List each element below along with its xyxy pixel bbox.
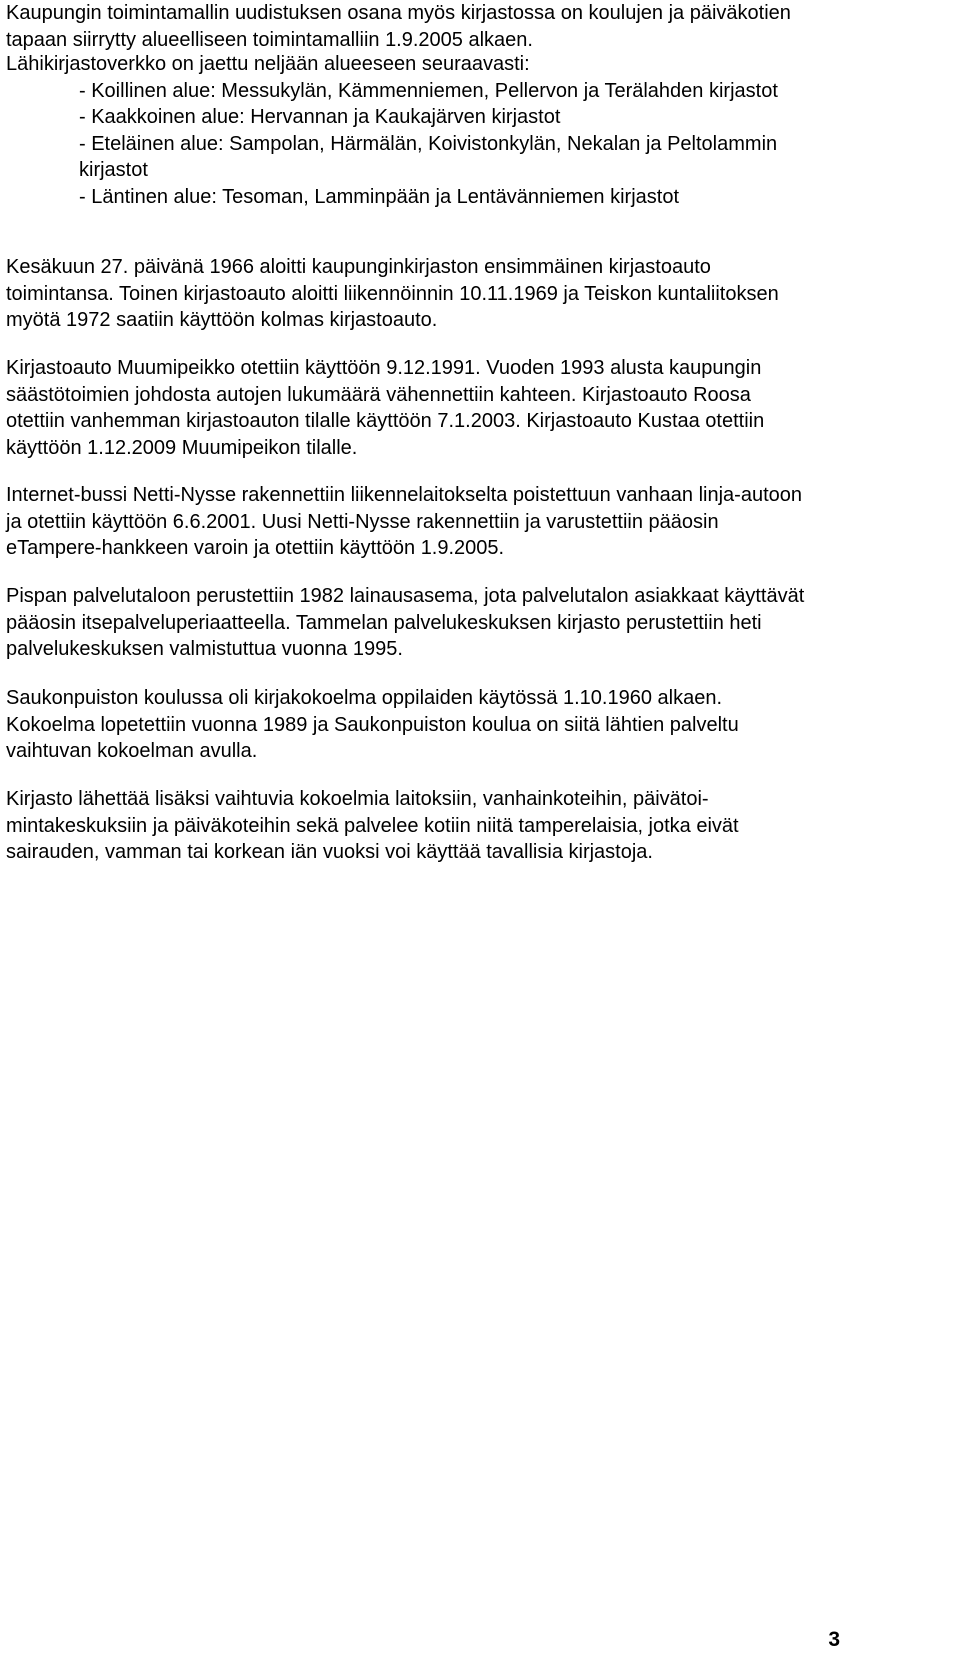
- text-line: vaihtuvan kokoelman avulla.: [6, 740, 258, 762]
- paragraph-netti-nysse: [6, 482, 956, 562]
- text-line: palvelukeskuksen valmistuttua vuonna 1995.: [6, 638, 403, 660]
- text-line: Kokoelma lopetettiin vuonna 1989 ja Saukonpuiston koulua on siitä lähtien palveltu: [6, 713, 739, 736]
- text-line: säästötoimien johdosta autojen lukumäärä vähennettiin kahteen. Kirjastoauto Roosa: [6, 383, 751, 406]
- paragraph-rotating-collections: [6, 786, 956, 866]
- paragraph-first-bookmobile: [6, 254, 956, 334]
- text-line: pääosin itsepalveluperiaatteella. Tammelan palvelukeskuksen kirjasto perustettiin heti: [6, 611, 762, 634]
- text-line: mintakeskuksiin ja päiväkoteihin sekä palvelee kotiin niitä tamperelaisia, jotka eivät: [6, 814, 739, 837]
- text-line: Kirjastoauto Muumipeikko otettiin käyttöön 9.12.1991. Vuoden 1993 alusta kaupungin: [6, 357, 762, 379]
- text-line: otettiin vanhemman kirjastoauton tilalle käyttöön 7.1.2003. Kirjastoauto Kustaa otettiin: [6, 410, 765, 432]
- text-line: Internet-bussi Netti-Nysse rakennettiin liikennelaitokselta poistettuun vanhaan linja-autoon: [6, 484, 803, 506]
- text-line: käyttöön 1.12.2009 Muumipeikon tilalle.: [6, 436, 358, 459]
- text-line: tapaan siirrytty alueelliseen toimintamalliin 1.9.2005 alkaen.: [6, 28, 533, 51]
- text-line: Pispan palvelutaloon perustettiin 1982 lainausasema, jota palvelutalon asiakkaat käyttävät: [6, 585, 805, 607]
- text-line: toimintansa. Toinen kirjastoauto aloitti liikennöinnin 10.11.1969 ja Teiskon kuntaliitoksen: [6, 282, 779, 305]
- paragraph-library-network: [6, 51, 956, 210]
- paragraph-bookmobiles: [6, 355, 956, 461]
- list-item-south: - Eteläinen alue: Sampolan, Härmälän, Koivistonkylän, Nekalan ja Peltolammin: [79, 132, 778, 155]
- text-line: Saukonpuiston koulussa oli kirjakokoelma oppilaiden käytössä 1.10.1960 alkaen.: [6, 687, 723, 709]
- text-line: sairauden, vamman tai korkean iän vuoksi voi käyttää tavallisia kirjastoja.: [6, 841, 653, 863]
- text-line: Lähikirjastoverkko on jaettu neljään alueeseen seuraavasti:: [6, 53, 530, 75]
- paragraph-school-collection: [6, 685, 956, 765]
- text-line: eTampere-hankkeen varoin ja otettiin käyttöön 1.9.2005.: [6, 537, 505, 559]
- paragraph-lending-stations: [6, 583, 956, 663]
- page-number: 3: [828, 1628, 840, 1651]
- text-line: myötä 1972 saatiin käyttöön kolmas kirjastoauto.: [6, 309, 438, 331]
- list-item-west: - Läntinen alue: Tesoman, Lamminpään ja Lentävänniemen kirjastot: [79, 185, 679, 208]
- text-line: Kirjasto lähettää lisäksi vaihtuvia kokoelmia laitoksiin, vanhainkoteihin, päivätoi-: [6, 788, 709, 810]
- list-item-northeast: - Koillinen alue: Messukylän, Kämmenniemen, Pellervon ja Terälahden kirjastot: [79, 79, 778, 102]
- list-item-south-continued: kirjastot: [79, 159, 148, 181]
- text-line: Kaupungin toimintamallin uudistuksen osana myös kirjastossa on koulujen ja päiväkotien: [6, 2, 791, 24]
- paragraph-regional-model: [6, 0, 956, 53]
- text-line: Kesäkuun 27. päivänä 1966 aloitti kaupunginkirjaston ensimmäinen kirjastoauto: [6, 256, 711, 278]
- list-item-southeast: - Kaakkoinen alue: Hervannan ja Kaukajärven kirjastot: [79, 106, 561, 128]
- text-line: ja otettiin käyttöön 6.6.2001. Uusi Netti-Nysse rakennettiin ja varustettiin pääosin: [6, 510, 719, 533]
